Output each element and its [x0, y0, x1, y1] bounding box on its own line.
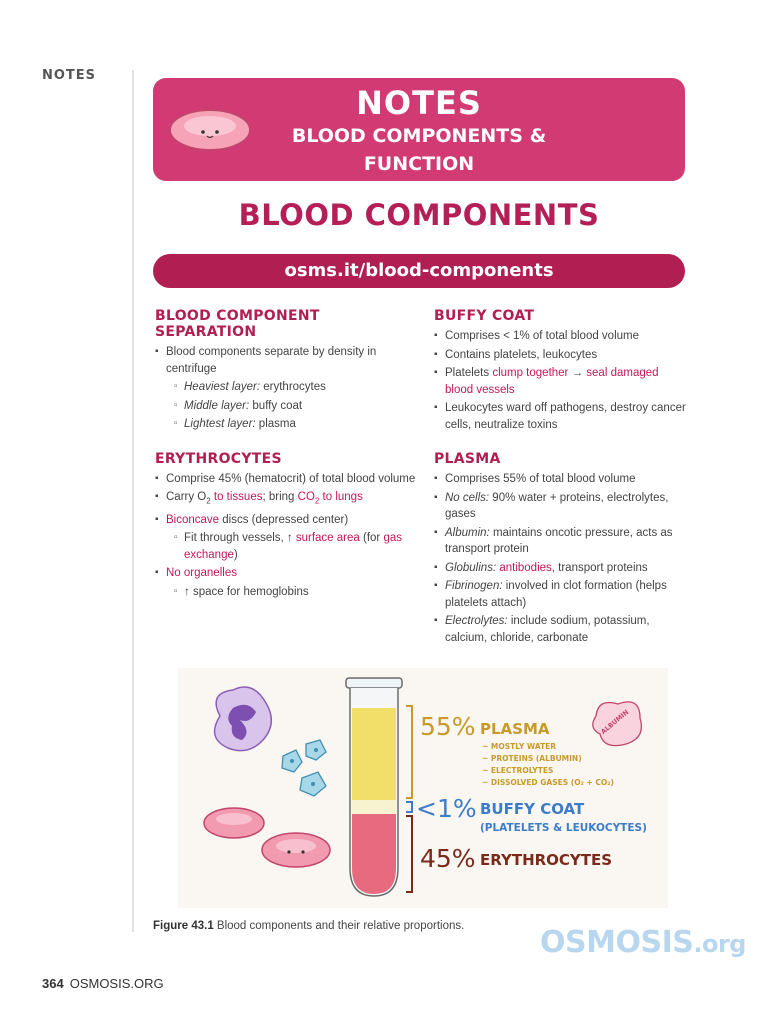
osmosis-logo	[540, 925, 746, 960]
right-column	[434, 308, 686, 648]
banner-subtitle-line1: BLOOD COMPONENTS &	[291, 125, 547, 147]
banner-subtitle-line2: FUNCTION	[363, 153, 475, 175]
logo-suffix: .org	[693, 930, 746, 958]
page-title: BLOOD COMPONENTS	[238, 198, 600, 232]
list-item: ▪ Fibrinogen: involved in clot formation (helps platelets attach)	[434, 578, 686, 611]
figure-caption-text: Blood components and their relative proportions.	[213, 920, 465, 932]
page-number: 364	[42, 976, 64, 991]
separation-heading: BLOOD COMPONENT SEPARATION	[155, 308, 320, 340]
platelets-icon	[282, 740, 326, 796]
buffy-coat-subtitle: (PLATELETS & LEUKOCYTES)	[480, 822, 647, 834]
list-item: ▪ Leukocytes ward off pathogens, destroy cancer cells, neutralize toxins	[434, 400, 686, 433]
list-item: ▪ No organelles ▫ ↑ space for hemoglobins	[155, 565, 420, 600]
figure-caption	[153, 920, 464, 932]
list-item: ▫ Middle layer: buffy coat	[166, 398, 420, 415]
plasma-note: ~ DISSOLVED GASES (O₂ + CO₂)	[482, 778, 614, 787]
leukocyte-icon	[215, 687, 272, 751]
list-item: ▫ Heaviest layer: erythrocytes	[166, 379, 420, 396]
albumin-label: ALBUMIN	[599, 708, 631, 736]
plasma-note: ~ ELECTROLYTES	[482, 766, 554, 775]
plasma-heading: PLASMA	[434, 451, 501, 467]
red-blood-cell-icon	[262, 833, 330, 867]
test-tube-icon	[346, 678, 402, 896]
list-item: ▪ Biconcave discs (depressed center) ▫ Fit through vessels, ↑ surface area (for gas exchange)	[155, 512, 420, 564]
list-item: ▪ Comprise 45% (hematocrit) of total blood volume	[155, 471, 420, 488]
url-link[interactable]: osms.it/blood-components	[153, 254, 685, 288]
figure-caption-label: Figure 43.1	[153, 920, 214, 932]
list-item: ▫ Fit through vessels, ↑ surface area (for gas exchange)	[166, 530, 420, 563]
plasma-note: ~ PROTEINS (ALBUMIN)	[482, 754, 582, 763]
notes-banner	[153, 78, 685, 181]
list-item: ▪ No cells: 90% water + proteins, electrolytes, gases	[434, 490, 686, 523]
blood-components-illustration	[178, 668, 668, 908]
erythrocytes-heading: ERYTHROCYTES	[155, 450, 282, 467]
plasma-label: PLASMA	[480, 720, 550, 738]
plasma-percentage: 55%	[420, 712, 476, 741]
logo-main: OSMOSIS	[540, 925, 694, 960]
list-item: ▪ Platelets clump together → seal damaged blood vessels	[434, 365, 686, 398]
buffy-coat-label: BUFFY COAT	[480, 800, 585, 818]
page-footer	[42, 976, 164, 991]
list-item: ▪ Contains platelets, leukocytes	[434, 347, 686, 364]
list-item: ▫ Lightest layer: plasma	[166, 416, 420, 433]
list-item: ▪ Comprises < 1% of total blood volume	[434, 328, 686, 345]
erythrocytes-percentage: 45%	[420, 844, 476, 873]
list-item: ▪ Carry $O_2$ to tissues; bring $CO_2$ to lungs	[155, 489, 420, 510]
list-item: ▪ Globulins: antibodies, transport proteins	[434, 560, 686, 577]
plasma-list	[434, 471, 686, 646]
banner-subtitle	[153, 122, 685, 178]
erythrocytes-list	[155, 471, 420, 601]
list-item: ▪ Electrolytes: include sodium, potassium, calcium, chloride, carbonate	[434, 613, 686, 646]
plasma-note: ~ MOSTLY WATER	[482, 742, 557, 751]
buffy-coat-percentage: <1%	[416, 794, 477, 823]
list-item: ▫ ↑ space for hemoglobins	[166, 584, 420, 601]
list-item: ▪ Albumin: maintains oncotic pressure, acts as transport protein	[434, 525, 686, 558]
buffy-coat-list	[434, 328, 686, 433]
buffy-coat-heading: BUFFY COAT	[434, 308, 535, 324]
list-item: ▪ Comprises 55% of total blood volume	[434, 471, 686, 488]
separation-list	[155, 344, 420, 433]
sidebar-notes-label: NOTES	[42, 68, 97, 83]
erythrocytes-label: ERYTHROCYTES	[480, 851, 613, 869]
banner-title: NOTES	[356, 84, 482, 122]
vertical-divider	[132, 70, 134, 932]
left-column	[155, 308, 420, 602]
list-item: ▪ Blood components separate by density in centrifuge ▫ Heaviest layer: erythrocytes ▫ Middle layer: buffy coat ▫ Lightest layer: plasma	[155, 344, 420, 433]
red-blood-cell-icon	[204, 808, 264, 838]
footer-site: OSMOSIS.ORG	[69, 976, 164, 991]
